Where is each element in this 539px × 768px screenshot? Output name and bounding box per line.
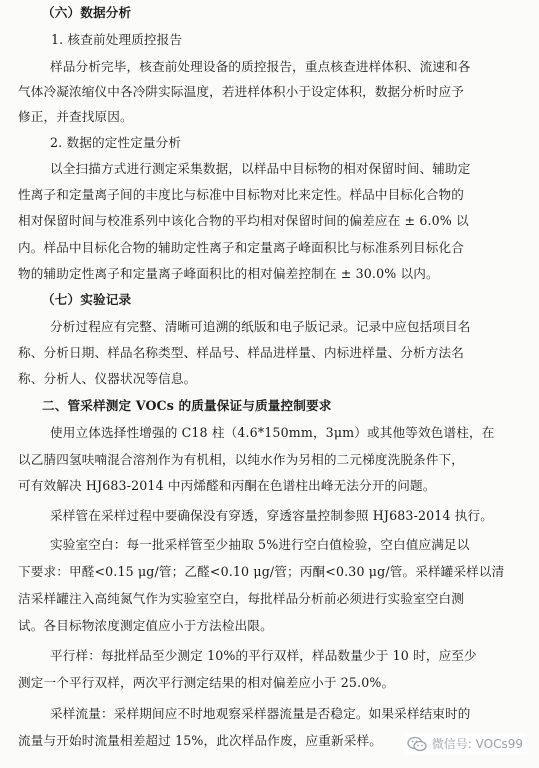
paragraph-line: 可有效解决 HJ683-2014 中丙烯醛和丙酮在色谱柱出峰无法分开的问题。 — [18, 478, 436, 493]
paragraph-line: 以乙腈四氢呋喃混合溶剂作为有机相，以纯水作为另相的二元梯度洗脱条件下， — [18, 452, 465, 467]
paragraph-line: 样品分析完毕，核查前处理设备的质控报告，重点核查进样体积、流速和各 — [50, 59, 471, 74]
wechat-icon — [407, 736, 427, 752]
paragraph-line: 采样管在采样过程中要确保没有穿透，穿透容量控制参照 HJ683-2014 执行。 — [50, 508, 494, 523]
paragraph-line: 平行样：每批样品至少测定 10%的平行双样，样品数量少于 10 时，应至少 — [50, 648, 477, 663]
paragraph-line: 称、分析人、仪器状况等信息。 — [18, 371, 197, 386]
paragraph-line: 相对保留时间与校准系列中该化合物的平均相对保留时间的偏差应在 ± 6.0% 以 — [18, 213, 469, 228]
paragraph-line: 使用立体选择性增强的 C18 柱（4.6*150mm，3μm）或其他等效色谱柱，在 — [50, 425, 495, 440]
paragraph-line: 气体冷凝浓缩仪中各冷阱实际温度，若进样体积小于设定体积，数据分析时应予 — [18, 84, 465, 99]
paragraph-line: 实验室空白：每一批采样管至少抽取 5%进行空白值检验，空白值应满足以 — [50, 537, 470, 552]
watermark-text: 微信号: VOCs99 — [431, 737, 523, 751]
paragraph-line: 修正，并查找原因。 — [18, 109, 133, 124]
subheading-qc-report: 1. 核查前处理质控报告 — [51, 32, 183, 47]
wechat-watermark — [403, 733, 527, 754]
section-heading-data-analysis: （六）数据分析 — [42, 5, 132, 20]
paragraph-line: 采样流量：采样期间应不时地观察采样器流量是否稳定。如果采样结束时的 — [50, 706, 471, 721]
paragraph-line: 以全扫描方式进行测定采集数据，以样品中目标物的相对保留时间、辅助定 — [50, 161, 471, 176]
paragraph-line: 测定一个平行双样，两次平行测定结果的相对偏差应小于 25.0%。 — [18, 675, 395, 690]
subheading-qualitative-quantitative: 2. 数据的定性定量分析 — [50, 135, 182, 150]
paragraph-line: 流量与开始时流量相差超过 15%，此次样品作废，应重新采样。 — [18, 733, 382, 748]
paragraph-line: 内。样品中目标化合物的辅助定性离子和定量离子峰面积比与标准系列目标化合 — [18, 240, 465, 255]
paragraph-line: 试。各目标物浓度测定值应小于方法检出限。 — [18, 618, 273, 633]
section-heading-tube-sampling-qa-qc: 二、管采样测定 VOCs 的质量保证与质量控制要求 — [42, 398, 332, 413]
paragraph-line: 物的辅助定性离子和定量离子峰面积比的相对偏差控制在 ± 30.0% 以内。 — [18, 266, 439, 281]
section-heading-lab-records: （七）实验记录 — [42, 292, 132, 307]
paragraph-line: 下要求：甲醛<0.15 μg/管；乙醛<0.10 μg/管；丙酮<0.30 μg/管。采样罐采样以清 — [18, 564, 505, 579]
paragraph-line: 分析过程应有完整、清晰可追溯的纸版和电子版记录。记录中应包括项目名 — [50, 319, 471, 334]
paragraph-line: 性离子和定量离子间的丰度比与标准中目标物对比来定性。样品中目标化合物的 — [18, 187, 465, 202]
paragraph-line: 洁采样罐注入高纯氮气作为实验室空白，每批样品分析前必须进行实验室空白测 — [18, 591, 465, 606]
paragraph-line: 称、分析日期、样品名称类型、样品号、样品进样量、内标进样量、分析方法名 — [18, 345, 465, 360]
